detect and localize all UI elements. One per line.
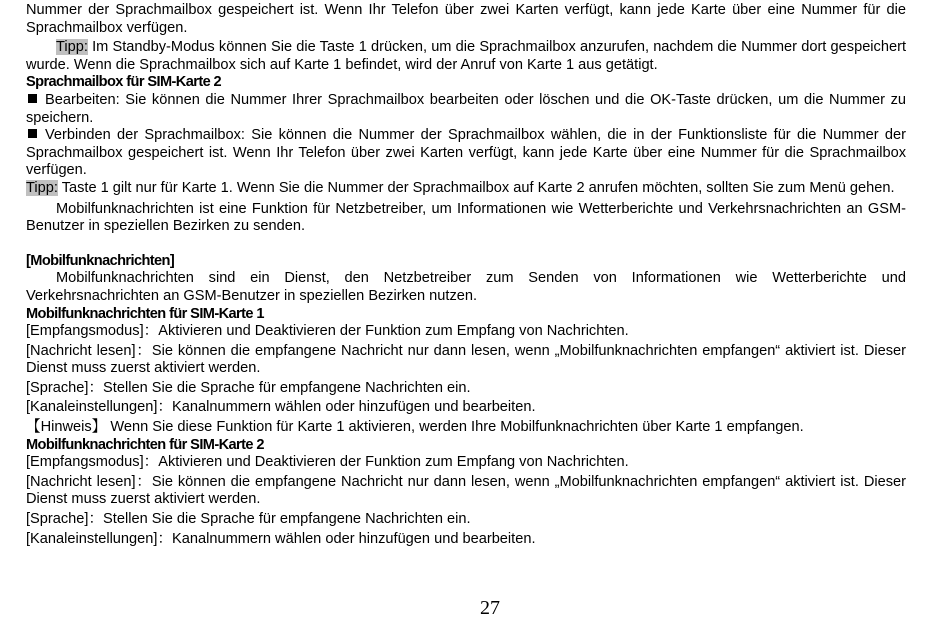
- tip-standby: [26, 39, 906, 74]
- sim1-channel-settings: [Kanaleinstellungen]：Kanalnummern wählen oder hinzufügen und bearbeiten.: [26, 399, 536, 416]
- bullet-connect: [26, 127, 906, 180]
- sim2-receive-mode: [Empfangsmodus]：Aktivieren und Deaktivieren der Funktion zum Empfang von Nachrichten.: [26, 454, 629, 471]
- sim1-language: [Sprache]：Stellen Sie die Sprache für empfangene Nachrichten ein.: [26, 379, 471, 396]
- sim2-language: [Sprache]：Stellen Sie die Sprache für empfangene Nachrichten ein.: [26, 511, 471, 528]
- sim2-channel-settings: [Kanaleinstellungen]：Kanalnummern wählen oder hinzufügen und bearbeiten.: [26, 530, 536, 547]
- bullet-square-icon: [28, 129, 37, 138]
- heading-sim2-mailbox: Sprachmailbox für SIM-Karte 2: [26, 74, 222, 91]
- document-page: [26, 2, 906, 548]
- paragraph-cb-description: Mobilfunknachrichten sind ein Dienst, den Netzbetreiber zum Senden von Informationen wie Wetterberichte und Verkehrsnachrichten an GSM-Benutzer in speziellen Bezirken nutzen.: [26, 270, 906, 304]
- bullet-edit-text: Bearbeiten: Sie können die Nummer Ihrer Sprachmailbox bearbeiten oder löschen und die OK-Taste drücken, um die Nummer zu speichern.: [26, 91, 906, 126]
- sim1-read-message: [Nachricht lesen]：Sie können die empfangene Nachricht nur dann lesen, wenn „Mobilfunknachrichten empfangen“ aktiviert ist. Dieser Dienst muss zuerst aktiviert werden.: [26, 342, 906, 377]
- tip-text: Taste 1 gilt nur für Karte 1. Wenn Sie die Nummer der Sprachmailbox auf Karte 2 anrufen möchten, sollten Sie zum Menü gehen.: [57, 179, 895, 196]
- tip-label: Tipp:: [26, 179, 58, 196]
- heading-cell-broadcast: [Mobilfunknachrichten]: [26, 252, 175, 269]
- sim1-receive-mode: [Empfangsmodus]：Aktivieren und Deaktivieren der Funktion zum Empfang von Nachrichten.: [26, 323, 629, 340]
- sim2-read-message: [Nachricht lesen]：Sie können die empfangene Nachricht nur dann lesen, wenn „Mobilfunknachrichten empfangen“ aktiviert ist. Dieser Dienst muss zuerst aktiviert werden.: [26, 473, 906, 508]
- bullet-connect-text: Verbinden der Sprachmailbox: Sie können die Nummer der Sprachmailbox wählen, die in der Funktionsliste für die Nummer der Sprachmailbox gespeichert ist. Wenn Ihr Telefon über zwei Karten verfügt, kann jede Karte über eine Nummer für die Sprachmailbox verfügen.: [26, 127, 906, 179]
- paragraph-cb-intro: Mobilfunknachrichten ist eine Funktion für Netzbetreiber, um Informationen wie Wetterberichte und Verkehrsnachrichten an GSM-Benutzer in speziellen Bezirken zu senden.: [26, 200, 906, 235]
- tip-text: Im Standby-Modus können Sie die Taste 1 drücken, um die Sprachmailbox anzurufen, nachdem die Nummer dort gespeichert wurde. Wenn die Sprachmailbox sich auf Karte 1 befindet, wird der Anruf von Karte 1 aus getätigt.: [26, 39, 906, 73]
- tip-key1: [26, 180, 906, 198]
- paragraph-mailbox-number: Nummer der Sprachmailbox gespeichert ist. Wenn Ihr Telefon über zwei Karten verfügt, kann jede Karte über eine Nummer für die Sprachmailbox verfügen.: [26, 2, 906, 36]
- sim1-note: 【Hinweis】 Wenn Sie diese Funktion für Karte 1 aktivieren, werden Ihre Mobilfunknachrichten über Karte 1 empfangen.: [26, 419, 804, 436]
- heading-cb-sim2: Mobilfunknachrichten für SIM-Karte 2: [26, 436, 264, 453]
- bullet-edit: [26, 92, 906, 127]
- tip-label: Tipp:: [56, 39, 88, 56]
- heading-cb-sim1: Mobilfunknachrichten für SIM-Karte 1: [26, 305, 264, 322]
- page-number: 27: [480, 597, 500, 619]
- bullet-square-icon: [28, 94, 37, 103]
